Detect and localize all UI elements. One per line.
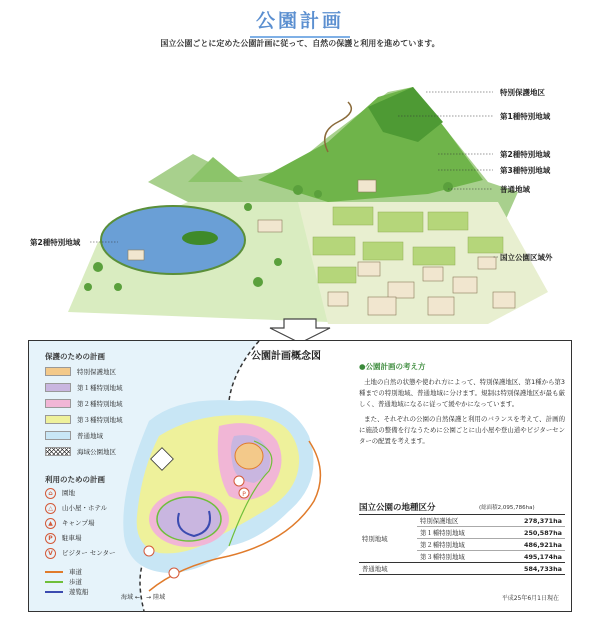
land-label: 陸域 [153,594,166,601]
legend-swatch [45,431,71,440]
route-line-swatch [45,581,63,583]
legend-swatch [45,399,71,408]
parking-icon: P [45,533,56,544]
zone-value: 250,587ha [496,527,565,539]
use-legend-item [45,488,75,499]
legend-label: 第２種特別地域 [77,400,123,408]
use-legend-item [45,533,82,544]
protection-legend-item [45,399,123,408]
concept-map [29,341,347,611]
label-class2-left: 第2種特別地域 [30,238,81,247]
legend-swatch [45,447,71,456]
approach-para2: また、それぞれの公園の自然保護と利用のバランスを考えて、計画的に施設の整備を行なうために公園ごとに山小屋や登山道やビジターセンターの配置を考えます。 [359,414,565,446]
zones-total: (総面積2,095,786ha) [479,505,535,511]
protection-legend-item [45,367,116,376]
zone-value: 486,921ha [496,539,565,551]
special-protection-area [235,443,263,469]
map-parking-label: P [242,491,246,498]
hotel-icon: △ [45,503,56,514]
page-subtitle: 国立公園ごとに定めた公園計画に従って、自然の保護と利用を進めています。 [160,39,440,48]
concept-panel [28,340,572,612]
route-line-swatch [45,591,63,593]
zones-table-row [359,563,565,575]
label-class3: 第3種特別地域 [500,166,551,175]
island-shape [182,231,218,245]
legend-label: ビジター センター [62,548,116,557]
park-icon: ⌂ [45,488,56,499]
zones-date: 平成25年6月1日現在 [501,595,559,602]
zone-name: 第２種特別地域 [417,539,496,551]
park-illustration [28,62,572,330]
landscape-drawing [28,62,572,330]
sea-land-arrow: ← → [135,594,152,601]
approach-section [359,361,565,450]
route-legend-item [45,587,89,596]
legend-label: 第３種特別地域 [77,416,123,424]
map-park-icon [144,546,154,556]
protection-legend-item [45,383,123,392]
route-line-swatch [45,571,63,573]
sea-land-legend [121,592,165,601]
approach-heading: ●公園計画の考え方 [359,362,426,371]
legend-swatch [45,383,71,392]
legend-label: 遊覧船 [69,588,89,596]
route-legend-item [45,577,82,586]
sea-label: 海域 [121,594,134,601]
legend-label: 普通地域 [77,432,103,440]
page-title: 公園計画 [250,6,350,38]
protection-legend-item [45,431,103,440]
zones-title: 国立公園の地種区分 [359,503,436,513]
legend-label: 特別保護地区 [77,368,116,376]
label-class2: 第2種特別地域 [500,150,551,159]
visitor-center-icon: V [45,548,56,559]
legend-label: キャンプ場 [62,518,95,527]
legend-label: 園地 [62,488,75,497]
zone-value: 278,371ha [496,515,565,527]
map-hotel-icon [234,476,244,486]
zones-group-label: 特別地域 [359,515,417,563]
zone-value: 584,733ha [496,563,565,575]
zones-table-row [359,515,565,527]
legend-label: 駐車場 [62,533,82,542]
zone-name: 特別保護地区 [417,515,496,527]
legend-label: 山小屋・ホテル [62,503,108,512]
legend-swatch [45,367,71,376]
legend-swatch [45,415,71,424]
label-ordinary: 普通地域 [500,185,530,194]
zone-value: 495,174ha [496,551,565,563]
zone-name: 第３種特別地域 [417,551,496,563]
legend-label: 歩道 [69,578,82,586]
map-camp-icon [169,568,179,578]
use-heading: 利用のための計画 [45,475,105,484]
concept-title: 公園計画概念図 [251,351,321,362]
camp-icon: ▲ [45,518,56,529]
legend-label: 車道 [69,568,82,576]
zone-name: 普通地域 [359,563,496,575]
label-class1: 第1種特別地域 [500,112,551,121]
label-outside: 国立公園区域外 [500,253,553,262]
use-legend-item [45,518,95,529]
protection-legend-item [45,415,123,424]
legend-label: 海域公園地区 [77,448,116,456]
zone-name: 第１種特別地域 [417,527,496,539]
legend-label: 第１種特別地域 [77,384,123,392]
protection-legend-item [45,447,116,456]
protection-heading: 保護のための計画 [45,352,105,361]
use-legend-item [45,548,116,559]
approach-para1: 土地の自然の状態や使われ方によって、特別保護地区、第1種から第3種までの特別地域、普通地域に分けます。規制は特別保護地区が最も厳しく、普通地域になるに従って緩やかになっています。 [359,378,565,409]
label-special-protection: 特別保護地区 [500,88,545,97]
use-legend-item [45,503,107,514]
zones-table [359,514,565,575]
lake-shape [101,206,245,274]
route-legend-item [45,567,82,576]
